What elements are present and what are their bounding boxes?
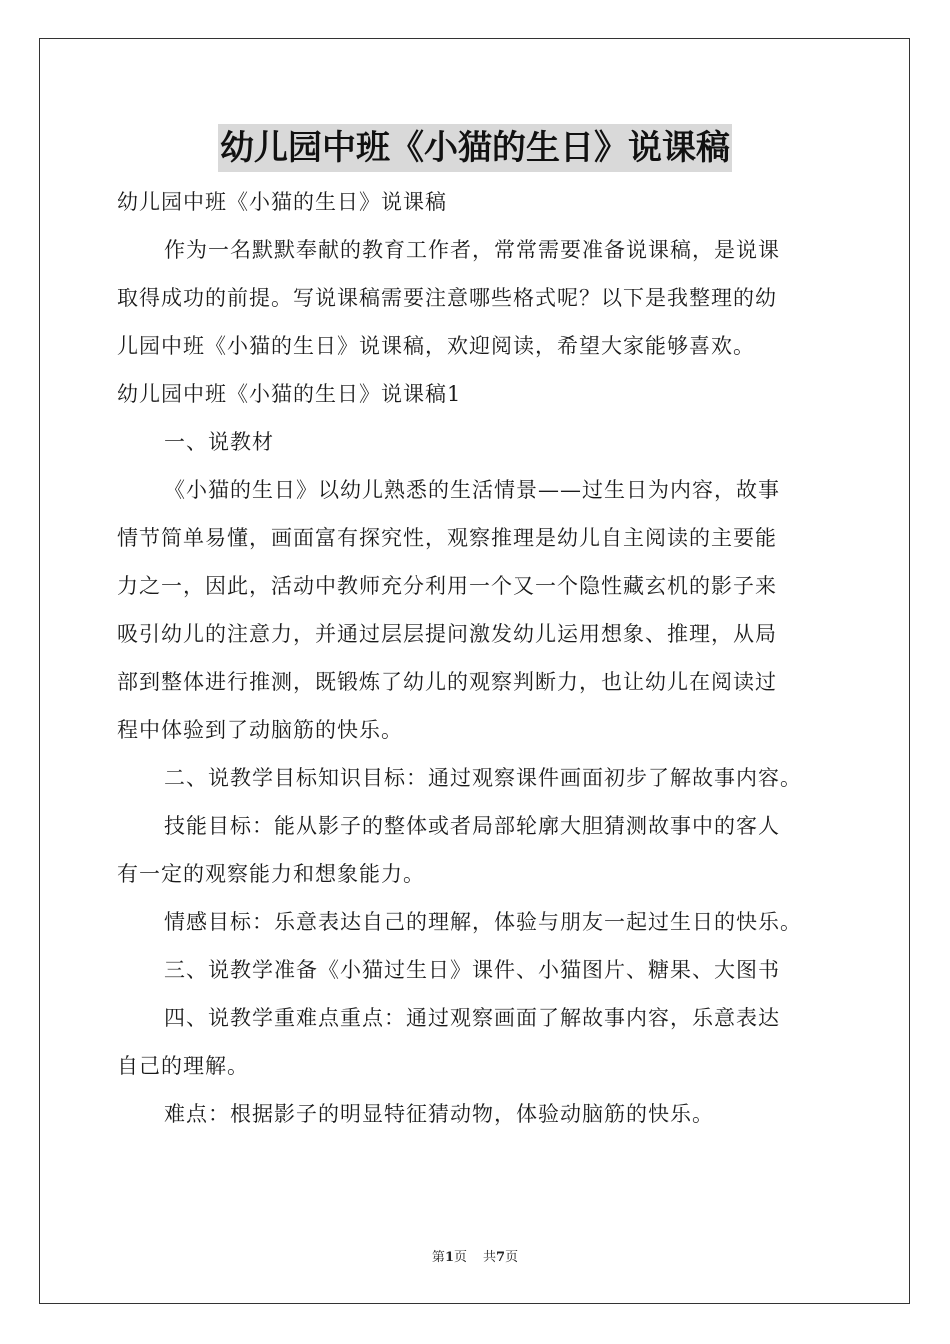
body-line: 取得成功的前提。写说课稿需要注意哪些格式呢？以下是我整理的幼 [117, 286, 777, 310]
body-line: 三、说教学准备《小猫过生日》课件、小猫图片、糖果、大图书 [164, 958, 780, 982]
footer-page-number: 1 [444, 1250, 454, 1265]
document-body [117, 178, 857, 1138]
body-line: 自己的理解。 [117, 1054, 249, 1078]
body-line: 技能目标：能从影子的整体或者局部轮廓大胆猜测故事中的客人 [164, 814, 780, 838]
body-line: 《小猫的生日》以幼儿熟悉的生活情景——过生日为内容，故事 [164, 478, 780, 502]
body-line: 难点：根据影子的明显特征猜动物，体验动脑筋的快乐。 [164, 1102, 714, 1126]
footer-page-prefix: 第 [431, 1250, 445, 1265]
body-line: 一、说教材 [164, 430, 274, 454]
body-line: 四、说教学重难点重点：通过观察画面了解故事内容，乐意表达 [164, 1006, 780, 1030]
footer-page-suffix: 页 [453, 1250, 467, 1265]
footer-total-number: 7 [496, 1250, 506, 1265]
body-line: 二、说教学目标知识目标：通过观察课件画面初步了解故事内容。 [164, 766, 802, 790]
body-line: 情节简单易懂，画面富有探究性，观察推理是幼儿自主阅读的主要能 [117, 526, 777, 550]
body-line: 力之一，因此，活动中教师充分利用一个又一个隐性藏玄机的影子来 [117, 574, 777, 598]
body-line: 幼儿园中班《小猫的生日》说课稿 [117, 190, 447, 214]
body-line: 吸引幼儿的注意力，并通过层层提问激发幼儿运用想象、推理，从局 [117, 622, 777, 646]
document-title: 幼儿园中班《小猫的生日》说课稿 [218, 124, 732, 172]
body-line: 程中体验到了动脑筋的快乐。 [117, 718, 403, 742]
footer-total-suffix: 页 [505, 1250, 519, 1265]
title-container [0, 124, 950, 172]
body-line: 部到整体进行推测，既锻炼了幼儿的观察判断力，也让幼儿在阅读过 [117, 670, 777, 694]
body-line: 儿园中班《小猫的生日》说课稿，欢迎阅读，希望大家能够喜欢。 [117, 334, 755, 358]
page-footer [0, 1246, 950, 1265]
body-line: 幼儿园中班《小猫的生日》说课稿1 [117, 382, 462, 406]
body-line: 有一定的观察能力和想象能力。 [117, 862, 425, 886]
body-line: 情感目标：乐意表达自己的理解，体验与朋友一起过生日的快乐。 [164, 910, 802, 934]
footer-total-prefix: 共 [483, 1250, 497, 1265]
body-line: 作为一名默默奉献的教育工作者，常常需要准备说课稿，是说课 [164, 238, 780, 262]
